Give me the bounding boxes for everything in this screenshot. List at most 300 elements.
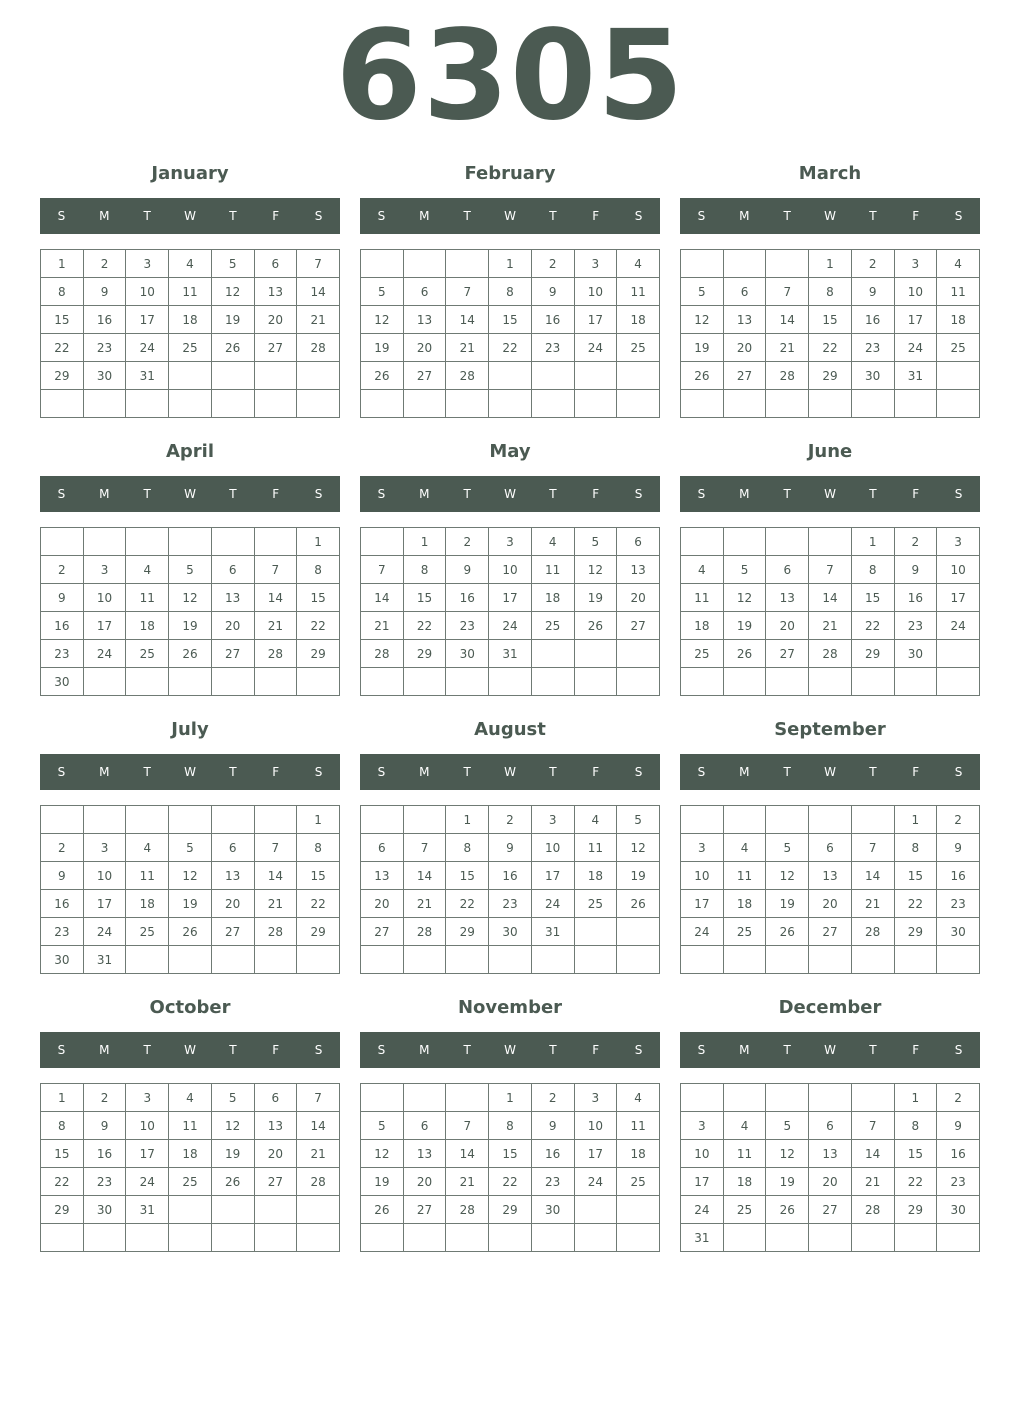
weekday-label: F <box>592 1043 600 1057</box>
day-cell: 7 <box>361 556 404 584</box>
day-cell: 19 <box>169 890 212 918</box>
week-row <box>681 612 980 640</box>
day-cell <box>254 946 297 974</box>
day-cell <box>489 362 532 390</box>
week-row <box>41 612 340 640</box>
weekday-label: W <box>184 765 196 779</box>
month-title: February <box>464 163 556 184</box>
day-cell: 1 <box>489 250 532 278</box>
day-cell <box>489 668 532 696</box>
weekday-label: T <box>229 1043 237 1057</box>
day-cell <box>723 806 766 834</box>
day-cell: 25 <box>169 334 212 362</box>
day-cell: 6 <box>361 834 404 862</box>
day-cell <box>361 668 404 696</box>
day-cell <box>211 390 254 418</box>
day-cell: 20 <box>254 1140 297 1168</box>
weekday-label: T <box>869 765 877 779</box>
day-cell: 2 <box>894 528 937 556</box>
day-cell: 22 <box>809 334 852 362</box>
day-cell: 18 <box>169 306 212 334</box>
day-cell <box>809 668 852 696</box>
day-cell: 26 <box>169 640 212 668</box>
day-cell: 5 <box>766 834 809 862</box>
day-cell: 17 <box>574 306 617 334</box>
day-cell: 3 <box>937 528 980 556</box>
day-cell: 27 <box>361 918 404 946</box>
week-row <box>361 362 660 390</box>
day-cell: 22 <box>446 890 489 918</box>
day-cell: 30 <box>937 918 980 946</box>
day-cell: 4 <box>723 834 766 862</box>
day-cell: 29 <box>809 362 852 390</box>
day-cell: 16 <box>83 1140 126 1168</box>
day-cell: 12 <box>574 556 617 584</box>
day-cell <box>403 1224 446 1252</box>
day-cell <box>169 806 212 834</box>
day-cell: 27 <box>211 640 254 668</box>
day-cell: 27 <box>766 640 809 668</box>
day-cell <box>126 1224 169 1252</box>
day-cell: 11 <box>617 1112 660 1140</box>
weekday-label: M <box>99 487 110 501</box>
day-cell: 18 <box>617 1140 660 1168</box>
weekday-label: F <box>912 209 920 223</box>
day-cell: 1 <box>489 1084 532 1112</box>
day-cell: 28 <box>297 334 340 362</box>
day-cell <box>574 640 617 668</box>
day-cell: 31 <box>681 1224 724 1252</box>
day-cell: 3 <box>489 528 532 556</box>
week-row <box>41 918 340 946</box>
day-cell: 1 <box>297 806 340 834</box>
week-row <box>681 1196 980 1224</box>
day-cell <box>531 640 574 668</box>
day-cell: 18 <box>681 612 724 640</box>
day-cell: 11 <box>574 834 617 862</box>
day-cell <box>169 362 212 390</box>
weekday-label: S <box>377 487 386 501</box>
weekday-label: T <box>143 1043 151 1057</box>
day-cell <box>83 528 126 556</box>
day-cell: 29 <box>297 640 340 668</box>
weekday-header <box>360 198 660 234</box>
weekday-label: S <box>314 765 323 779</box>
day-cell: 4 <box>574 806 617 834</box>
day-cell <box>894 1224 937 1252</box>
day-cell <box>446 390 489 418</box>
weekday-label: M <box>739 765 750 779</box>
day-cell <box>41 390 84 418</box>
day-cell <box>531 1224 574 1252</box>
day-cell <box>723 250 766 278</box>
day-cell: 13 <box>723 306 766 334</box>
weekday-label: T <box>549 209 557 223</box>
day-cell: 18 <box>574 862 617 890</box>
day-cell <box>574 390 617 418</box>
day-cell: 1 <box>851 528 894 556</box>
week-row <box>681 278 980 306</box>
weekday-label: F <box>912 765 920 779</box>
weekday-header <box>40 1032 340 1068</box>
day-cell: 25 <box>723 1196 766 1224</box>
day-cell: 31 <box>894 362 937 390</box>
month-title: October <box>149 997 231 1018</box>
day-cell <box>894 390 937 418</box>
day-cell: 16 <box>489 862 532 890</box>
weekday-label: T <box>463 765 471 779</box>
week-row <box>41 1140 340 1168</box>
day-cell <box>446 668 489 696</box>
day-cell: 15 <box>41 1140 84 1168</box>
day-cell <box>617 390 660 418</box>
week-row <box>41 1112 340 1140</box>
day-cell <box>809 528 852 556</box>
day-cell <box>937 362 980 390</box>
day-cell <box>574 362 617 390</box>
day-cell: 18 <box>723 1168 766 1196</box>
weekday-header <box>40 754 340 790</box>
day-cell: 23 <box>489 890 532 918</box>
week-row <box>361 918 660 946</box>
day-cell: 7 <box>851 1112 894 1140</box>
day-cell: 17 <box>489 584 532 612</box>
weekday-label: W <box>504 209 516 223</box>
weekday-label: F <box>272 1043 280 1057</box>
day-cell: 25 <box>617 1168 660 1196</box>
day-cell: 14 <box>297 278 340 306</box>
day-cell: 2 <box>489 806 532 834</box>
week-row <box>681 862 980 890</box>
day-cell: 10 <box>489 556 532 584</box>
weekday-label: S <box>954 765 963 779</box>
day-cell: 2 <box>531 1084 574 1112</box>
day-cell: 10 <box>937 556 980 584</box>
week-row <box>41 278 340 306</box>
day-cell: 5 <box>574 528 617 556</box>
day-cell: 25 <box>617 334 660 362</box>
day-cell: 15 <box>446 862 489 890</box>
day-cell: 15 <box>809 306 852 334</box>
day-cell: 30 <box>446 640 489 668</box>
day-cell <box>254 1224 297 1252</box>
weekday-header <box>360 754 660 790</box>
day-cell: 22 <box>297 612 340 640</box>
day-cell <box>126 806 169 834</box>
day-cell: 11 <box>169 278 212 306</box>
day-cell: 6 <box>766 556 809 584</box>
day-cell: 15 <box>489 306 532 334</box>
day-cell: 14 <box>809 584 852 612</box>
day-cell <box>851 806 894 834</box>
day-cell: 7 <box>851 834 894 862</box>
day-cell: 12 <box>211 278 254 306</box>
day-cell: 26 <box>617 890 660 918</box>
weekday-label: M <box>739 209 750 223</box>
day-cell: 22 <box>489 1168 532 1196</box>
weekday-label: S <box>377 1043 386 1057</box>
day-cell: 28 <box>403 918 446 946</box>
day-grid <box>360 527 660 696</box>
day-cell: 8 <box>297 834 340 862</box>
day-cell: 4 <box>126 556 169 584</box>
weekday-label: F <box>592 765 600 779</box>
day-cell: 20 <box>723 334 766 362</box>
day-cell: 28 <box>254 640 297 668</box>
day-cell: 15 <box>297 584 340 612</box>
day-cell <box>531 946 574 974</box>
day-cell: 18 <box>617 306 660 334</box>
day-cell <box>937 668 980 696</box>
day-cell <box>681 946 724 974</box>
day-cell: 12 <box>169 584 212 612</box>
day-cell <box>681 668 724 696</box>
day-cell <box>723 1084 766 1112</box>
day-cell: 25 <box>681 640 724 668</box>
day-cell <box>254 528 297 556</box>
day-cell: 30 <box>41 668 84 696</box>
day-cell: 10 <box>574 278 617 306</box>
day-cell <box>126 390 169 418</box>
weekday-label: M <box>99 209 110 223</box>
day-cell <box>617 946 660 974</box>
day-cell: 7 <box>446 278 489 306</box>
week-row <box>681 390 980 418</box>
week-row <box>361 306 660 334</box>
day-cell <box>937 1224 980 1252</box>
day-cell: 16 <box>41 890 84 918</box>
month-title: December <box>778 997 882 1018</box>
day-cell: 13 <box>809 1140 852 1168</box>
week-row <box>681 946 980 974</box>
day-cell: 23 <box>851 334 894 362</box>
day-cell <box>681 1084 724 1112</box>
day-cell <box>41 1224 84 1252</box>
week-row <box>361 278 660 306</box>
day-cell <box>83 1224 126 1252</box>
day-cell <box>574 1196 617 1224</box>
day-cell <box>766 1224 809 1252</box>
weekday-label: T <box>783 765 791 779</box>
day-cell: 10 <box>574 1112 617 1140</box>
day-cell: 10 <box>83 862 126 890</box>
weekday-label: S <box>634 1043 643 1057</box>
day-cell: 21 <box>254 890 297 918</box>
weekday-label: W <box>504 765 516 779</box>
day-cell <box>851 946 894 974</box>
week-row <box>361 946 660 974</box>
day-cell: 22 <box>894 1168 937 1196</box>
day-cell <box>723 1224 766 1252</box>
day-cell: 27 <box>809 1196 852 1224</box>
day-cell: 25 <box>531 612 574 640</box>
week-row <box>361 528 660 556</box>
weekday-label: W <box>504 1043 516 1057</box>
day-cell <box>254 390 297 418</box>
week-row <box>361 584 660 612</box>
day-cell <box>809 946 852 974</box>
day-cell: 22 <box>489 334 532 362</box>
weekday-label: T <box>549 487 557 501</box>
day-cell: 7 <box>254 834 297 862</box>
day-cell <box>851 1224 894 1252</box>
day-cell: 27 <box>403 1196 446 1224</box>
day-grid <box>40 805 340 974</box>
week-row <box>361 1196 660 1224</box>
day-cell: 11 <box>531 556 574 584</box>
weekday-label: M <box>419 765 430 779</box>
week-row <box>681 306 980 334</box>
day-cell: 25 <box>126 918 169 946</box>
day-cell: 3 <box>126 1084 169 1112</box>
day-cell: 21 <box>809 612 852 640</box>
day-cell: 20 <box>617 584 660 612</box>
day-cell: 5 <box>169 556 212 584</box>
day-cell: 22 <box>851 612 894 640</box>
weekday-label: S <box>314 1043 323 1057</box>
day-cell: 29 <box>489 1196 532 1224</box>
day-cell: 28 <box>361 640 404 668</box>
day-cell <box>297 362 340 390</box>
day-cell <box>361 806 404 834</box>
weekday-label: T <box>869 1043 877 1057</box>
day-cell: 12 <box>361 1140 404 1168</box>
day-grid <box>680 249 980 418</box>
week-row <box>41 528 340 556</box>
week-row <box>361 1168 660 1196</box>
day-cell: 24 <box>894 334 937 362</box>
weekday-label: S <box>57 487 66 501</box>
day-cell: 7 <box>446 1112 489 1140</box>
day-cell: 18 <box>126 890 169 918</box>
day-cell: 31 <box>531 918 574 946</box>
day-cell <box>766 528 809 556</box>
day-cell <box>169 390 212 418</box>
day-cell: 2 <box>937 1084 980 1112</box>
weekday-label: T <box>783 487 791 501</box>
day-cell <box>169 1196 212 1224</box>
day-cell: 24 <box>937 612 980 640</box>
day-cell: 17 <box>531 862 574 890</box>
day-cell: 22 <box>41 334 84 362</box>
day-cell <box>937 640 980 668</box>
weekday-label: S <box>634 765 643 779</box>
day-cell: 7 <box>297 1084 340 1112</box>
day-cell <box>254 806 297 834</box>
day-cell: 8 <box>41 1112 84 1140</box>
day-cell: 7 <box>297 250 340 278</box>
day-cell: 14 <box>361 584 404 612</box>
day-cell: 23 <box>446 612 489 640</box>
day-cell <box>446 1224 489 1252</box>
day-cell: 18 <box>937 306 980 334</box>
weekday-label: W <box>824 209 836 223</box>
day-cell: 14 <box>446 306 489 334</box>
weekday-label: T <box>783 1043 791 1057</box>
weekday-label: W <box>504 487 516 501</box>
week-row <box>681 918 980 946</box>
day-cell <box>361 528 404 556</box>
day-cell: 12 <box>766 1140 809 1168</box>
week-row <box>681 1112 980 1140</box>
day-cell: 3 <box>681 1112 724 1140</box>
day-cell: 6 <box>211 834 254 862</box>
day-cell: 30 <box>489 918 532 946</box>
month-title: November <box>457 997 563 1018</box>
day-cell <box>851 1084 894 1112</box>
day-cell: 12 <box>681 306 724 334</box>
weekday-label: W <box>824 1043 836 1057</box>
day-cell: 27 <box>254 1168 297 1196</box>
day-cell <box>297 946 340 974</box>
day-cell: 15 <box>489 1140 532 1168</box>
day-cell <box>617 918 660 946</box>
day-cell <box>83 806 126 834</box>
day-cell: 21 <box>297 306 340 334</box>
day-cell: 12 <box>361 306 404 334</box>
week-row <box>41 640 340 668</box>
day-cell: 3 <box>83 556 126 584</box>
day-cell: 20 <box>403 334 446 362</box>
day-cell: 24 <box>83 918 126 946</box>
day-cell: 17 <box>126 306 169 334</box>
day-cell <box>894 946 937 974</box>
day-cell <box>361 1084 404 1112</box>
day-cell: 11 <box>126 862 169 890</box>
day-cell: 9 <box>937 834 980 862</box>
day-cell: 8 <box>894 834 937 862</box>
day-cell: 30 <box>83 1196 126 1224</box>
day-cell: 14 <box>297 1112 340 1140</box>
day-cell: 12 <box>169 862 212 890</box>
week-row <box>681 556 980 584</box>
week-row <box>41 834 340 862</box>
day-cell <box>403 250 446 278</box>
day-cell <box>531 668 574 696</box>
day-cell: 3 <box>894 250 937 278</box>
day-cell: 29 <box>894 1196 937 1224</box>
week-row <box>361 250 660 278</box>
day-cell: 6 <box>723 278 766 306</box>
day-cell: 24 <box>574 334 617 362</box>
week-row <box>361 834 660 862</box>
day-cell: 14 <box>446 1140 489 1168</box>
day-cell <box>937 946 980 974</box>
week-row <box>361 556 660 584</box>
day-cell <box>681 390 724 418</box>
day-cell: 3 <box>574 250 617 278</box>
day-cell <box>723 528 766 556</box>
day-cell <box>361 946 404 974</box>
week-row <box>681 528 980 556</box>
weekday-label: S <box>697 765 706 779</box>
day-cell: 19 <box>169 612 212 640</box>
day-cell: 21 <box>446 1168 489 1196</box>
day-cell: 1 <box>809 250 852 278</box>
day-cell <box>766 390 809 418</box>
day-cell: 9 <box>446 556 489 584</box>
day-cell: 2 <box>446 528 489 556</box>
day-cell: 13 <box>403 306 446 334</box>
week-row <box>41 306 340 334</box>
day-cell: 22 <box>41 1168 84 1196</box>
day-cell: 17 <box>681 890 724 918</box>
day-cell: 4 <box>531 528 574 556</box>
day-cell: 14 <box>766 306 809 334</box>
weekday-label: T <box>549 1043 557 1057</box>
day-cell: 30 <box>531 1196 574 1224</box>
day-cell: 16 <box>937 1140 980 1168</box>
